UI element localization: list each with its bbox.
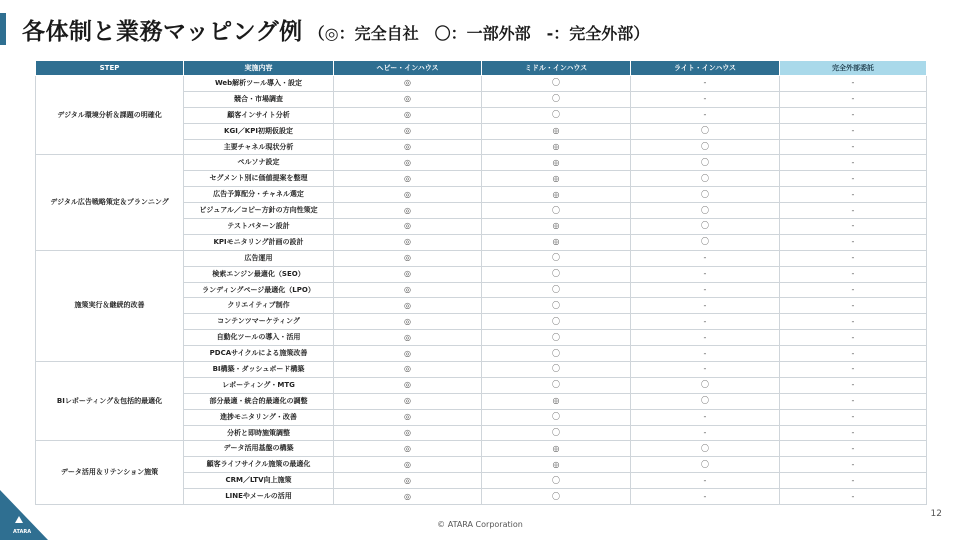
header-step: STEP [36,61,184,76]
mark-cell: ◎ [334,250,482,266]
task-cell: 分析と即時施策調整 [184,425,334,441]
mark-cell: 〇 [482,266,631,282]
mark-cell: 〇 [631,457,780,473]
mark-cell: - [780,250,927,266]
mark-cell: ◎ [334,473,482,489]
mark-cell: 〇 [482,250,631,266]
mark-cell: - [631,266,780,282]
task-cell: PDCAサイクルによる施策改善 [184,346,334,362]
mark-cell: 〇 [482,377,631,393]
mark-cell: - [780,377,927,393]
header-middle-inhouse: ミドル・インハウス [482,61,631,76]
mark-cell: 〇 [482,473,631,489]
mark-cell: ◎ [334,219,482,235]
step-cell: デジタル環境分析＆課題の明確化 [36,76,184,155]
task-cell: クリエイティブ制作 [184,298,334,314]
mark-cell: - [631,107,780,123]
mark-cell: ◎ [482,234,631,250]
task-cell: 競合・市場調査 [184,91,334,107]
mark-cell: 〇 [631,441,780,457]
mark-cell: - [780,266,927,282]
mark-cell: - [631,473,780,489]
task-cell: 顧客ライフサイクル施策の最適化 [184,457,334,473]
mark-cell: ◎ [482,123,631,139]
atara-logo [0,490,48,540]
task-cell: レポーティング・MTG [184,377,334,393]
task-cell: Web解析ツール導入・設定 [184,76,334,92]
mark-cell: ◎ [482,393,631,409]
mark-cell: - [780,489,927,505]
table-row [36,155,927,171]
table-row [36,362,927,378]
task-cell: 広告予算配分・チャネル選定 [184,187,334,203]
mark-cell: ◎ [334,489,482,505]
mark-cell: ◎ [334,362,482,378]
mark-cell: - [631,250,780,266]
task-cell: LINEやメールの活用 [184,489,334,505]
mark-cell: - [780,314,927,330]
mark-cell: ◎ [334,441,482,457]
step-cell: デジタル広告戦略策定＆プランニング [36,155,184,250]
mark-cell: ◎ [482,219,631,235]
mark-cell: - [631,489,780,505]
mark-cell: 〇 [631,234,780,250]
page-title-main: 各体制と業務マッピング例 [22,19,303,45]
task-cell: 進捗モニタリング・改善 [184,409,334,425]
header-full-outsource: 完全外部委託 [780,61,927,76]
mark-cell: 〇 [482,425,631,441]
mark-cell: - [631,282,780,298]
table-row [36,250,927,266]
mark-cell: ◎ [334,282,482,298]
mark-cell: - [780,123,927,139]
task-cell: 部分最適・統合的最適化の調整 [184,393,334,409]
mark-cell: - [780,409,927,425]
mark-cell: 〇 [631,139,780,155]
mark-cell: - [780,107,927,123]
task-cell: ランディングページ最適化（LPO） [184,282,334,298]
mark-cell: ◎ [482,457,631,473]
step-cell: データ活用＆リテンション施策 [36,441,184,505]
mark-cell: - [780,362,927,378]
mark-cell: ◎ [334,107,482,123]
page-title [22,13,649,47]
task-cell: BI構築・ダッシュボード構築 [184,362,334,378]
mark-cell: 〇 [631,203,780,219]
mark-cell: 〇 [482,346,631,362]
mark-cell: ◎ [334,266,482,282]
header-heavy-inhouse: ヘビー・インハウス [334,61,482,76]
mark-cell: ◎ [334,123,482,139]
mark-cell: - [780,473,927,489]
mark-cell: 〇 [482,409,631,425]
table-row [36,441,927,457]
mark-cell: - [631,362,780,378]
task-cell: KGI／KPI初期仮設定 [184,123,334,139]
task-cell: ペルソナ設定 [184,155,334,171]
mark-cell: 〇 [631,377,780,393]
title-accent-bar [0,13,6,45]
table-row [36,76,927,92]
mark-cell: 〇 [631,155,780,171]
mark-cell: - [780,76,927,92]
mark-cell: ◎ [334,393,482,409]
header-light-inhouse: ライト・インハウス [631,61,780,76]
page-title-legend: （◎：完全自社 〇：一部外部 -：完全外部） [308,24,650,43]
task-cell: KPIモニタリング計画の設計 [184,234,334,250]
mark-cell: 〇 [482,489,631,505]
mark-cell: 〇 [482,362,631,378]
mark-cell: ◎ [334,91,482,107]
mark-cell: - [780,298,927,314]
mark-cell: ◎ [334,425,482,441]
mark-cell: - [631,76,780,92]
mark-cell: ◎ [334,330,482,346]
mark-cell: 〇 [482,107,631,123]
mark-cell: ◎ [334,314,482,330]
mark-cell: ◎ [334,203,482,219]
mark-cell: ◎ [334,234,482,250]
mark-cell: - [780,234,927,250]
copyright-text: © ATARA Corporation [437,520,523,529]
mark-cell: - [631,298,780,314]
mark-cell: ◎ [334,409,482,425]
mark-cell: - [631,409,780,425]
logo-text: ATARA [13,529,32,535]
mapping-table [35,60,927,505]
mark-cell: - [780,330,927,346]
mark-cell: - [780,171,927,187]
mark-cell: 〇 [631,187,780,203]
mark-cell: - [780,282,927,298]
task-cell: セグメント別に価値提案を整理 [184,171,334,187]
mark-cell: - [631,425,780,441]
mark-cell: ◎ [334,139,482,155]
mark-cell: - [780,155,927,171]
mark-cell: ◎ [334,171,482,187]
task-cell: 自動化ツールの導入・活用 [184,330,334,346]
step-cell: 施策実行＆継続的改善 [36,250,184,361]
mark-cell: ◎ [334,155,482,171]
mark-cell: - [780,393,927,409]
mark-cell: ◎ [334,377,482,393]
mark-cell: 〇 [631,393,780,409]
mark-cell: 〇 [482,314,631,330]
mark-cell: 〇 [631,123,780,139]
mark-cell: 〇 [631,171,780,187]
table-header-row [36,61,927,76]
mark-cell: - [631,314,780,330]
mark-cell: - [780,91,927,107]
task-cell: 広告運用 [184,250,334,266]
mark-cell: - [780,457,927,473]
mark-cell: 〇 [482,298,631,314]
mark-cell: ◎ [482,139,631,155]
header-task: 実施内容 [184,61,334,76]
mark-cell: 〇 [482,330,631,346]
task-cell: データ活用基盤の構築 [184,441,334,457]
mark-cell: ◎ [482,187,631,203]
mark-cell: - [780,139,927,155]
task-cell: ビジュアル／コピー方針の方向性策定 [184,203,334,219]
mark-cell: ◎ [334,346,482,362]
mark-cell: 〇 [482,203,631,219]
mark-cell: ◎ [334,187,482,203]
mark-cell: ◎ [334,457,482,473]
mark-cell: 〇 [482,91,631,107]
task-cell: 顧客インサイト分析 [184,107,334,123]
task-cell: 主要チャネル現状分析 [184,139,334,155]
mark-cell: - [780,441,927,457]
mark-cell: 〇 [482,76,631,92]
mark-cell: - [631,91,780,107]
mark-cell: ◎ [482,171,631,187]
mark-cell: - [780,203,927,219]
mark-cell: - [631,330,780,346]
task-cell: テストパターン設計 [184,219,334,235]
mark-cell: 〇 [631,219,780,235]
mark-cell: 〇 [482,282,631,298]
task-cell: CRM／LTV向上施策 [184,473,334,489]
mark-cell: - [780,219,927,235]
page-number: 12 [930,509,942,519]
mark-cell: ◎ [482,155,631,171]
mark-cell: - [780,187,927,203]
mark-cell: ◎ [334,76,482,92]
mark-cell: - [780,425,927,441]
task-cell: 検索エンジン最適化（SEO） [184,266,334,282]
task-cell: コンテンツマーケティング [184,314,334,330]
step-cell: BIレポーティング＆包括的最適化 [36,362,184,441]
mark-cell: ◎ [334,298,482,314]
mark-cell: ◎ [482,441,631,457]
mark-cell: - [631,346,780,362]
mark-cell: - [780,346,927,362]
